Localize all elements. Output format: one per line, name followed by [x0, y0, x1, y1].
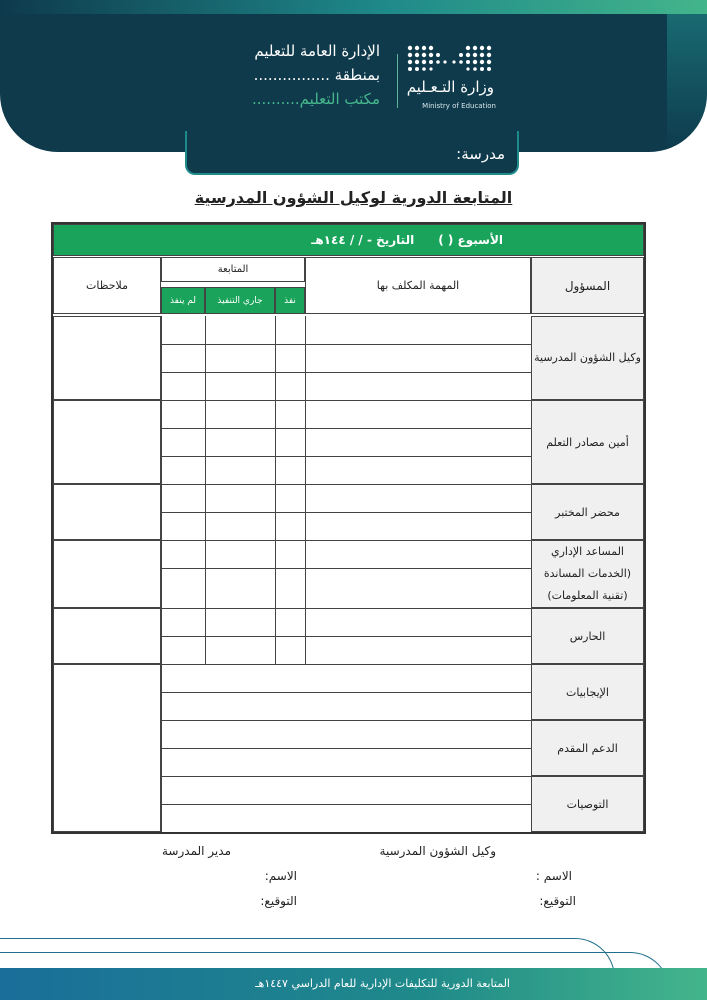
grid-line: [205, 316, 206, 664]
grid-line: [161, 484, 531, 485]
notes-cell: [53, 400, 161, 484]
grid-line: [161, 720, 531, 721]
principal-signature-field: التوقيع:: [260, 894, 297, 908]
office-line: مكتب التعليم..........: [252, 90, 380, 108]
col-task: المهمة المكلف بها: [305, 257, 531, 314]
signature-principal-title: مدير المدرسة: [161, 844, 231, 858]
deputy-name-field: الاسم :: [535, 869, 572, 883]
header-gradient-strip: [0, 0, 707, 14]
role-lab-technician: محضر المختبر: [531, 484, 644, 540]
school-label: مدرسة:: [456, 145, 505, 163]
grid-line: [161, 664, 531, 665]
ministry-logo: [400, 44, 500, 114]
followup-table: [51, 222, 646, 834]
grid-line: [161, 636, 531, 637]
date-label: التاريخ - / / ١٤٤هـ: [311, 233, 415, 247]
grid-line: [161, 456, 531, 457]
role-admin-assistant: المساعد الإداري (الخدمات المساندة (تقنية المعلومات): [531, 540, 644, 608]
logo-english-text: Ministry of Education: [422, 102, 496, 110]
signature-deputy-title: وكيل الشؤون المدرسية: [379, 844, 496, 858]
role-guard: الحارس: [531, 608, 644, 664]
notes-cell: [53, 484, 161, 540]
col-responsible: المسؤول: [531, 257, 644, 314]
logo-arabic-text: وزارة التـعـليم: [406, 78, 494, 96]
notes-cell-summary: [53, 664, 161, 832]
logo-dots-icon: [406, 44, 496, 76]
grid-line: [161, 512, 531, 513]
footer-text: المتابعة الدورية للتكليفات الإدارية للعام الدراسي ١٤٤٧هـ: [255, 977, 510, 990]
deputy-signature-field: التوقيع:: [539, 894, 576, 908]
region-line: بمنطقة ................: [253, 66, 380, 84]
grid-line: [161, 568, 531, 569]
grid-line: [161, 776, 531, 777]
grid-line: [275, 316, 276, 664]
row-recommendations: التوصيات: [531, 776, 644, 832]
col-in-progress: جاري التنفيذ: [205, 287, 275, 314]
grid-line: [161, 748, 531, 749]
school-name-box: [185, 131, 519, 175]
row-support: الدعم المقدم: [531, 720, 644, 776]
header-edge-decoration: [667, 14, 707, 152]
grid-line: [161, 540, 531, 541]
grid-line: [161, 608, 531, 609]
row-positives: الإيجابيات: [531, 664, 644, 720]
principal-name-field: الاسم:: [264, 869, 297, 883]
header-divider: [397, 54, 398, 108]
grid-line: [161, 692, 531, 693]
notes-cell: [53, 316, 161, 400]
role-learning-resources: أمين مصادر التعلم: [531, 400, 644, 484]
grid-line: [305, 316, 306, 664]
grid-line: [161, 428, 531, 429]
grid-line: [161, 316, 162, 832]
week-label: الأسبوع ( ): [438, 233, 503, 247]
grid-line: [161, 344, 531, 345]
notes-cell: [53, 540, 161, 608]
col-followup: المتابعة: [161, 257, 305, 282]
grid-line: [161, 372, 531, 373]
col-not-done: لم ينفذ: [161, 287, 205, 314]
page-title: المتابعة الدورية لوكيل الشؤون المدرسية: [194, 188, 513, 207]
grid-line: [161, 400, 531, 401]
col-done: نفذ: [275, 287, 305, 314]
grid-line: [161, 804, 531, 805]
page-footer: [0, 968, 707, 1000]
week-date-bar: [53, 224, 644, 256]
admin-line: الإدارة العامة للتعليم: [254, 42, 380, 60]
col-notes: ملاحظات: [53, 257, 161, 314]
role-school-affairs-deputy: وكيل الشؤون المدرسية: [531, 316, 644, 400]
notes-cell: [53, 608, 161, 664]
